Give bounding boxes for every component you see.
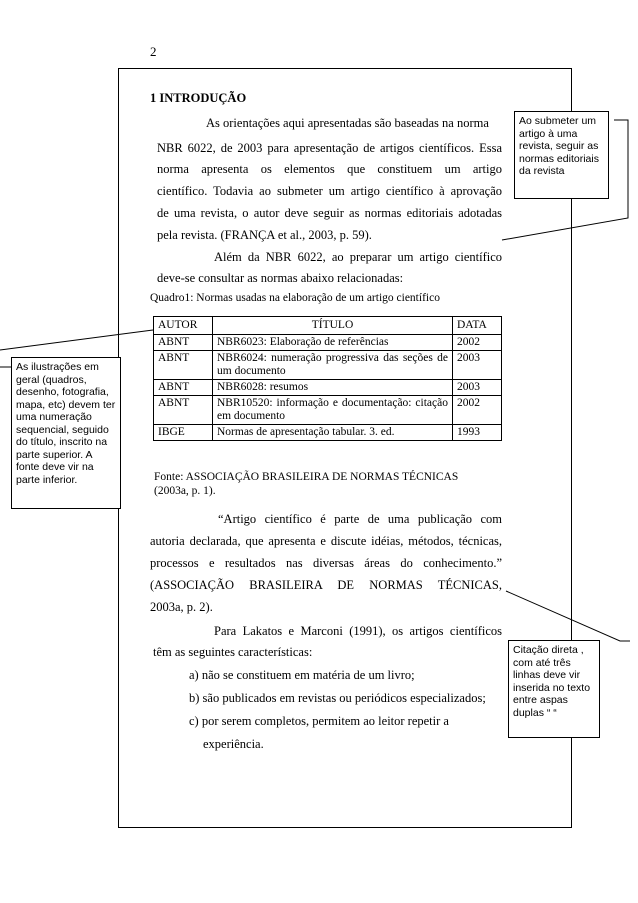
- quote-line: processos e resultados nas diversas áreas do conhecimento.”: [150, 556, 502, 570]
- quote-line: (ASSOCIAÇÃO BRASILEIRA DE NORMAS TÉCNICAS,: [150, 578, 502, 592]
- note-illustrations: As ilustrações em geral (quadros, desenho, fotografia, mapa, etc) devem ter uma numeração sequencial, seguido do título, inscrito na parte superior. A fonte deve vir na parte inferior.: [11, 357, 121, 509]
- para3-line: têm as seguintes características:: [153, 645, 313, 659]
- para1-line: científico. Todavia ao submeter um artigo científico à aprovação: [157, 184, 502, 198]
- list-item: experiência.: [203, 737, 264, 751]
- table-cell: Normas de apresentação tabular. 3. ed.: [213, 425, 453, 441]
- table-cell: ABNT: [154, 380, 213, 396]
- table-cell: 2003: [453, 351, 502, 380]
- table-cell: 2002: [453, 335, 502, 351]
- para1-line: pela revista. (FRANÇA et al., 2003, p. 59).: [157, 228, 372, 242]
- table-cell: ABNT: [154, 396, 213, 425]
- source-line: (2003a, p. 1).: [154, 485, 216, 497]
- para2-line: Além da NBR 6022, ao preparar um artigo científico: [214, 250, 502, 264]
- page-number: 2: [150, 44, 157, 59]
- table-cell: NBR6028: resumos: [213, 380, 453, 396]
- quote-line: 2003a, p. 2).: [150, 600, 213, 614]
- list-item: b) são publicados em revistas ou periódicos especializados;: [189, 691, 486, 705]
- table-caption: Quadro1: Normas usadas na elaboração de um artigo científico: [150, 292, 440, 304]
- para1-line: de uma revista, o autor deve seguir as normas editoriais adotadas: [157, 206, 502, 220]
- para1-line: As orientações aqui apresentadas são baseadas na norma: [206, 116, 489, 130]
- para1-line: norma apresenta os elementos que constituem um artigo: [157, 162, 502, 176]
- table-cell: NBR6023: Elaboração de referências: [213, 335, 453, 351]
- header-cell: TÍTULO: [213, 317, 453, 335]
- note-submit: Ao submeter um artigo à uma revista, seguir as normas editoriais da revista: [514, 111, 609, 199]
- section-heading: 1 INTRODUÇÃO: [150, 91, 247, 105]
- para3-line: Para Lakatos e Marconi (1991), os artigos científicos: [214, 624, 502, 638]
- table-cell: IBGE: [154, 425, 213, 441]
- para2-line: deve-se consultar as normas abaixo relacionadas:: [157, 271, 404, 285]
- callout-line-submit: [502, 120, 628, 240]
- callout-line-illustrations: [0, 330, 153, 350]
- callout-line-citation: [506, 591, 630, 641]
- table-cell: ABNT: [154, 351, 213, 380]
- source-line: Fonte: ASSOCIAÇÃO BRASILEIRA DE NORMAS TÉCNICAS: [154, 471, 459, 483]
- quote-line: “Artigo científico é parte de uma publicação com: [218, 512, 502, 526]
- header-cell: AUTOR: [154, 317, 213, 335]
- table-cell: ABNT: [154, 335, 213, 351]
- table-cell: NBR6024: numeração progressiva das seções de um documento: [213, 351, 453, 380]
- list-item: a) não se constituem em matéria de um livro;: [189, 668, 415, 682]
- table-cell: 1993: [453, 425, 502, 441]
- table-cell: 2003: [453, 380, 502, 396]
- note-citation: Citação direta , com até três linhas deve vir inserida no texto entre aspas duplas “ “: [508, 640, 600, 738]
- quote-line: autoria declarada, que apresenta e discute idéias, métodos, técnicas,: [150, 534, 502, 548]
- table-cell: 2002: [453, 396, 502, 425]
- header-cell: DATA: [453, 317, 502, 335]
- para1-line: NBR 6022, de 2003 para apresentação de artigos científicos. Essa: [157, 141, 502, 155]
- list-item: c) por serem completos, permitem ao leitor repetir a: [189, 714, 449, 728]
- table-cell: NBR10520: informação e documentação: citação em documento: [213, 396, 453, 425]
